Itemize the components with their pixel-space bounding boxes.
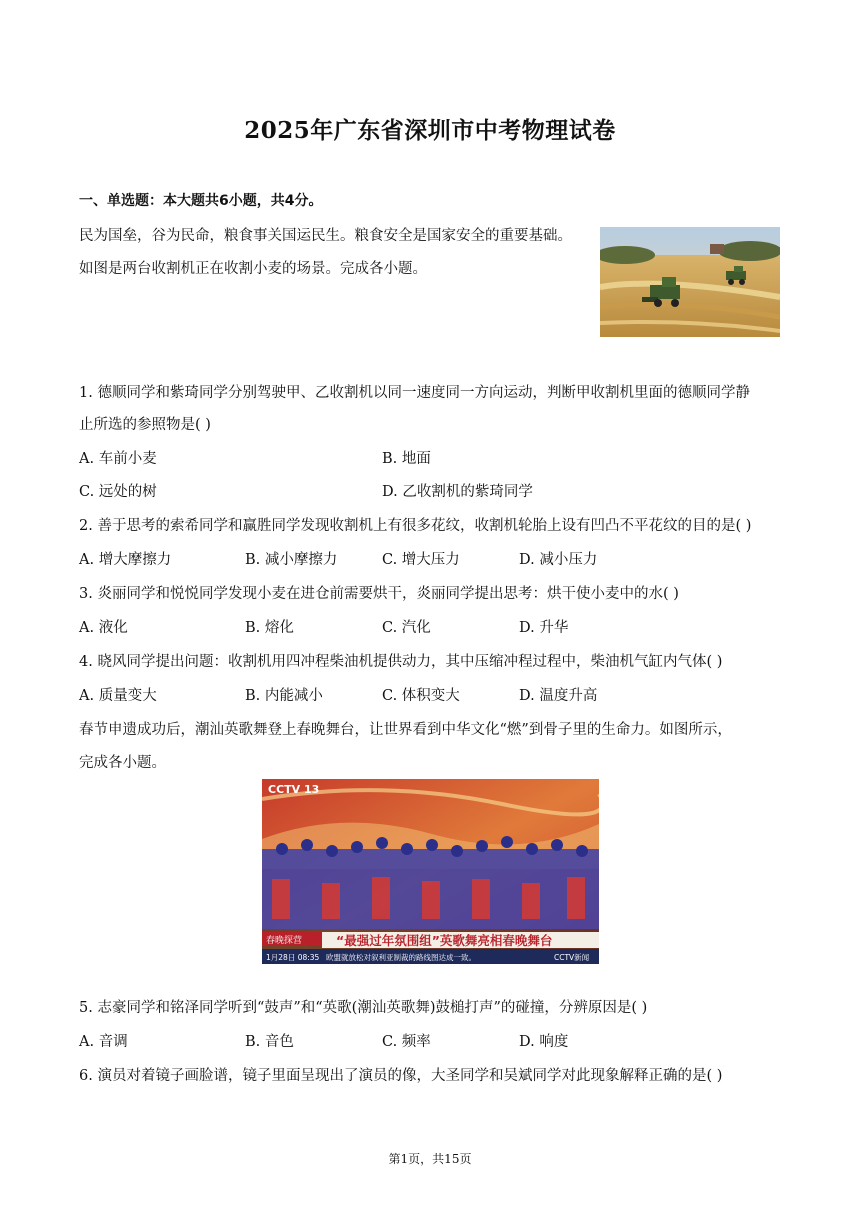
intro2-line2: 完成各小题。 bbox=[79, 755, 166, 771]
question-3-option-b: B. 熔化 bbox=[245, 620, 294, 636]
news-headline: “最强过年氛围组”英歌舞亮相春晚舞台 bbox=[336, 933, 553, 948]
intro1-line1: 民为国垒，谷为民命，粮食事关国运民生。粮食安全是国家安全的重要基础。 bbox=[79, 228, 572, 244]
question-3-option-d: D. 升华 bbox=[519, 620, 569, 636]
question-3-option-a: A. 液化 bbox=[79, 620, 128, 636]
page-footer: 第1页，共15页 bbox=[388, 1152, 472, 1166]
channel-label: CCTV 13 bbox=[268, 783, 320, 796]
section-heading: 一、单选题：本大题共6小题，共4分。 bbox=[79, 193, 323, 209]
question-3-stem: 3. 炎丽同学和悦悦同学发现小麦在进仓前需要烘干，炎丽同学提出思考：烘干使小麦中的水( ) bbox=[79, 586, 679, 602]
ticker-time: 1月28日 08:35 bbox=[266, 953, 320, 962]
question-2-stem: 2. 善于思考的索希同学和赢胜同学发现收割机上有很多花纹，收割机轮胎上设有凹凸不平花纹的目的是( ) bbox=[79, 518, 752, 534]
question-2-option-b: B. 减小摩擦力 bbox=[245, 552, 338, 568]
question-4-option-c: C. 体积变大 bbox=[382, 688, 460, 704]
question-1-option-c: C. 远处的树 bbox=[79, 484, 157, 500]
question-1-option-a: A. 车前小麦 bbox=[79, 451, 157, 467]
ticker-text: 欧盟就放松对叙利亚制裁的路线图达成一致。 bbox=[326, 953, 476, 962]
question-2-option-d: D. 减小压力 bbox=[519, 552, 598, 568]
yingge-dance-photo bbox=[262, 779, 599, 964]
question-6-stem: 6. 演员对着镜子画脸谱，镜子里面呈现出了演员的像，大圣同学和吴斌同学对此现象解释正确的是( ) bbox=[79, 1068, 723, 1084]
question-4-option-b: B. 内能减小 bbox=[245, 688, 323, 704]
question-5-option-b: B. 音色 bbox=[245, 1034, 294, 1050]
intro2-line1: 春节申遗成功后，潮汕英歌舞登上春晚舞台，让世界看到中华文化“燃”到骨子里的生命力。如图所示， bbox=[79, 722, 732, 738]
cctv-news-logo: CCTV新闻 bbox=[554, 953, 590, 962]
question-5-stem: 5. 志豪同学和铭泽同学听到“鼓声”和“英歌(潮汕英歌舞)鼓槌打声”的碰撞，分辨原因是( ) bbox=[79, 1000, 648, 1016]
question-4-option-a: A. 质量变大 bbox=[79, 688, 157, 704]
news-tag: 春晚探营 bbox=[266, 936, 303, 946]
harvester-photo bbox=[600, 227, 780, 337]
question-4-option-d: D. 温度升高 bbox=[519, 688, 598, 704]
question-5-option-a: A. 音调 bbox=[79, 1034, 128, 1050]
question-3-option-c: C. 汽化 bbox=[382, 620, 431, 636]
question-1-stem: 1. 德顺同学和紫琦同学分别驾驶甲、乙收割机以同一速度同一方向运动，判断甲收割机里面的德顺同学静 bbox=[79, 385, 750, 401]
question-2-option-a: A. 增大摩擦力 bbox=[79, 552, 172, 568]
question-1-option-d: D. 乙收割机的紫琦同学 bbox=[382, 484, 533, 500]
question-1-stem-cont: 止所选的参照物是( ) bbox=[79, 417, 211, 433]
question-5-option-d: D. 响度 bbox=[519, 1034, 569, 1050]
question-4-stem: 4. 晓风同学提出问题：收割机用四冲程柴油机提供动力，其中压缩冲程过程中，柴油机气缸内气体( ) bbox=[79, 654, 723, 670]
page-title: 2025年广东省深圳市中考物理试卷 bbox=[244, 117, 616, 144]
question-1-option-b: B. 地面 bbox=[382, 451, 431, 467]
question-2-option-c: C. 增大压力 bbox=[382, 552, 460, 568]
intro1-line2: 如图是两台收割机正在收割小麦的场景。完成各小题。 bbox=[79, 261, 427, 277]
question-5-option-c: C. 频率 bbox=[382, 1034, 431, 1050]
